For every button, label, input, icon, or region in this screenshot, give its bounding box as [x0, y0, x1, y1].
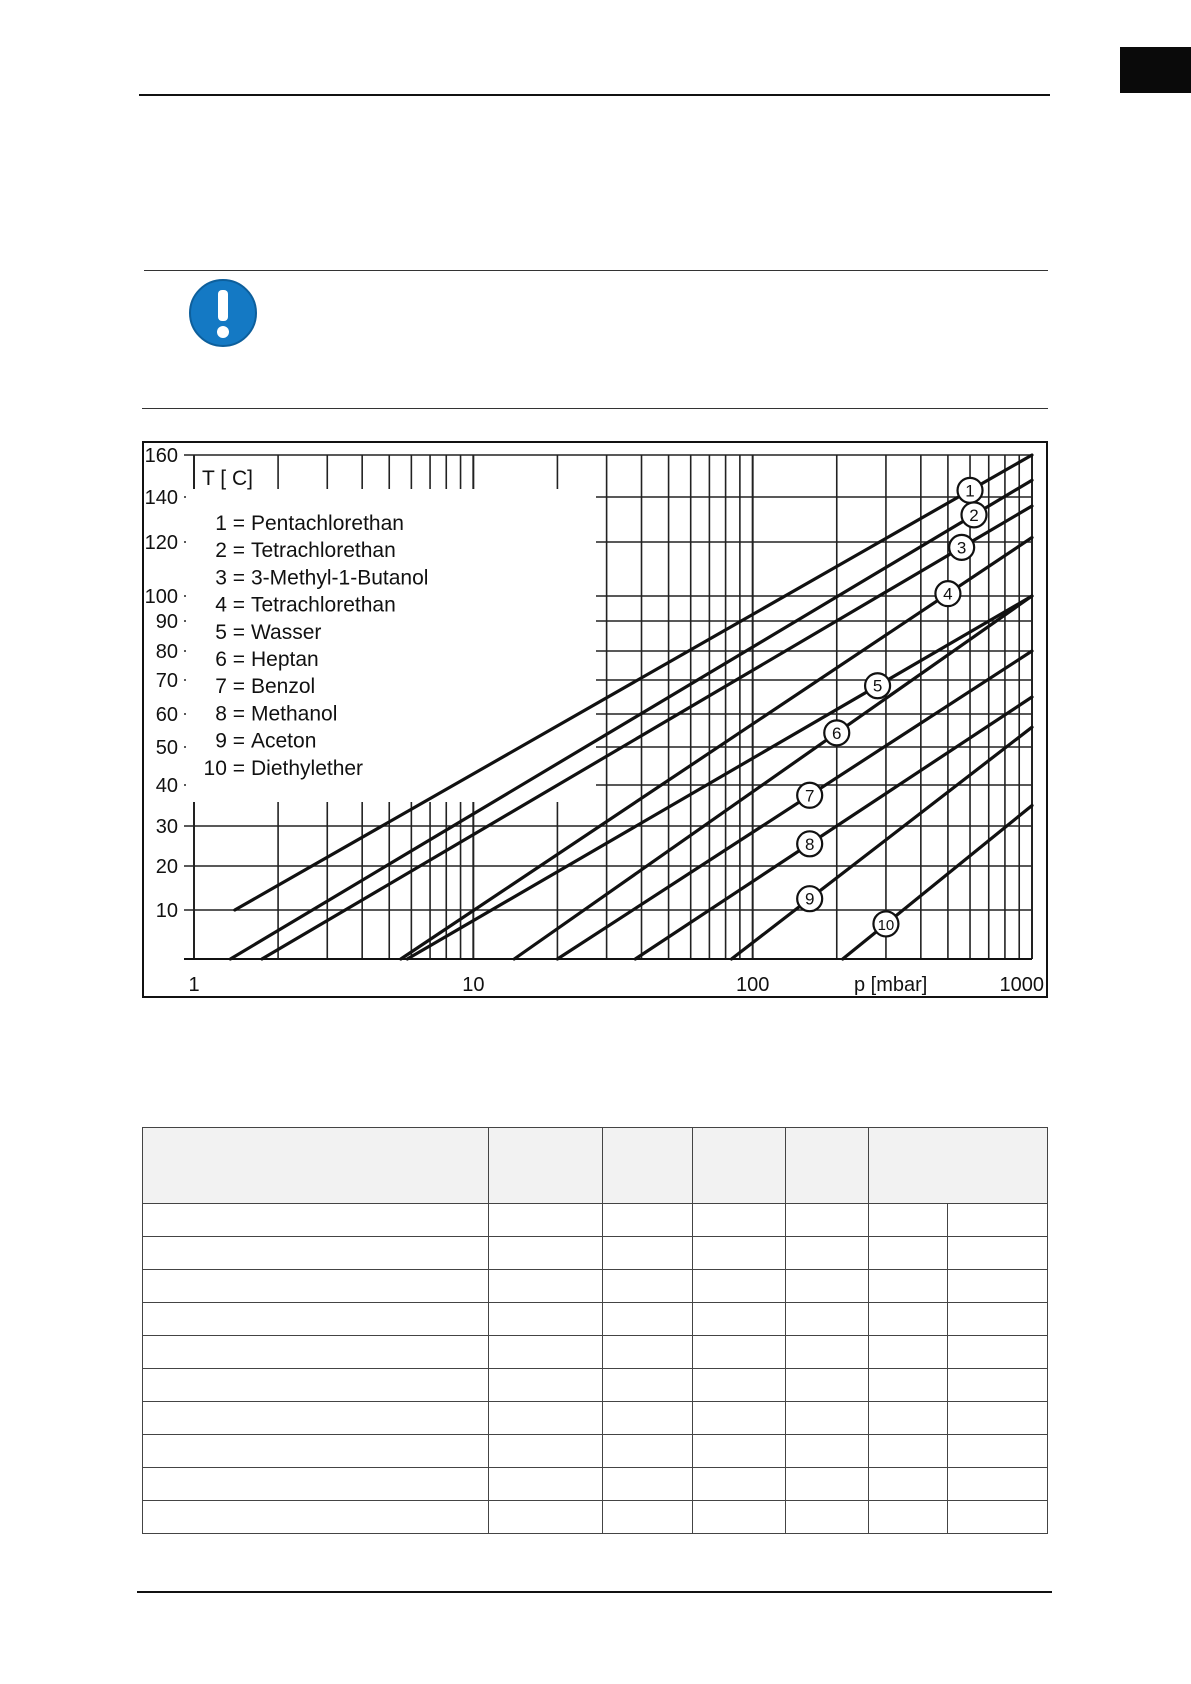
table-row [143, 1270, 1048, 1303]
series-marker-label: 8 [804, 834, 815, 854]
legend-number: 3 = [215, 566, 245, 590]
legend-label: Tetrachlorethan [251, 593, 396, 617]
legend-label: Pentachlorethan [251, 512, 404, 535]
y-tick-label: 20 [155, 856, 178, 878]
series-line [843, 806, 1032, 960]
table-cell [869, 1237, 948, 1270]
data-table [142, 1127, 1048, 1534]
table-cell [693, 1435, 786, 1468]
legend-number: 9 = [215, 729, 245, 753]
table-cell [143, 1237, 489, 1270]
y-tick-label: 120 [144, 532, 178, 554]
legend-label: Heptan [251, 648, 319, 671]
table-cell [143, 1336, 489, 1369]
x-axis-label: p [mbar] [854, 974, 928, 996]
table-cell [786, 1501, 869, 1534]
series-marker-label: 5 [872, 676, 883, 696]
y-tick-label: 80 [155, 641, 178, 663]
table-cell [143, 1402, 489, 1435]
table-header-cell [869, 1128, 1048, 1204]
series-marker-label: 7 [804, 786, 815, 806]
table-cell [869, 1435, 948, 1468]
table-cell [869, 1336, 948, 1369]
table-cell [786, 1270, 869, 1303]
table-cell [143, 1204, 489, 1237]
table-cell [143, 1435, 489, 1468]
series-marker-label: 2 [969, 505, 979, 525]
series-marker-label: 1 [965, 481, 975, 501]
series-marker-label: 3 [956, 538, 967, 558]
legend-label: Benzol [251, 675, 316, 699]
table-cell [693, 1501, 786, 1534]
table-cell [603, 1336, 693, 1369]
table-cell [786, 1435, 869, 1468]
table-cell [693, 1369, 786, 1402]
table-header-cell [489, 1128, 603, 1204]
table-cell [869, 1369, 948, 1402]
series-marker-label: 4 [943, 584, 953, 604]
table-row [143, 1435, 1048, 1468]
y-tick-label: 60 [155, 704, 178, 726]
table-cell [603, 1369, 693, 1402]
table-cell [693, 1468, 786, 1501]
table-cell [948, 1270, 1048, 1303]
table-header-cell [143, 1128, 489, 1204]
table-cell [786, 1369, 869, 1402]
table-cell [693, 1270, 786, 1303]
table-cell [489, 1435, 603, 1468]
table-cell [786, 1204, 869, 1237]
legend-label: 3-Methyl-1-Butanol [251, 566, 429, 590]
table-cell [143, 1468, 489, 1501]
notice-bottom-rule [142, 408, 1048, 409]
table-cell [869, 1270, 948, 1303]
notice-top-rule [144, 270, 1048, 271]
y-tick-label: 50 [155, 737, 178, 759]
table-row [143, 1303, 1048, 1336]
table-cell [489, 1501, 603, 1534]
table-row [143, 1237, 1048, 1270]
y-axis-label: T [ C] [202, 467, 253, 490]
table-row [143, 1468, 1048, 1501]
table-cell [786, 1468, 869, 1501]
table-cell [603, 1435, 693, 1468]
legend-number: 1 = [215, 512, 245, 535]
y-tick-label: 40 [155, 775, 178, 797]
table-row [143, 1336, 1048, 1369]
x-tick-label: 1000 [999, 974, 1044, 996]
header-rule [139, 94, 1050, 96]
table-cell [948, 1303, 1048, 1336]
table-cell [603, 1303, 693, 1336]
legend-background [186, 489, 596, 802]
table-cell [869, 1303, 948, 1336]
table-cell [489, 1204, 603, 1237]
legend-label: Wasser [251, 620, 322, 644]
table-row [143, 1369, 1048, 1402]
table-cell [948, 1468, 1048, 1501]
legend-number: 10 = [203, 756, 245, 780]
table-cell [869, 1402, 948, 1435]
table-cell [693, 1402, 786, 1435]
x-tick-label: 10 [462, 974, 485, 996]
table-cell [489, 1303, 603, 1336]
table-cell [869, 1204, 948, 1237]
tab-marker [1120, 47, 1191, 93]
vapor-pressure-chart [142, 441, 1048, 998]
x-tick-label: 1 [188, 974, 200, 996]
table-cell [693, 1336, 786, 1369]
table-cell [489, 1270, 603, 1303]
table-cell [143, 1303, 489, 1336]
y-tick-label: 160 [144, 445, 178, 467]
table-cell [489, 1402, 603, 1435]
legend-number: 5 = [215, 620, 245, 644]
y-tick-label: 10 [155, 900, 178, 922]
table-cell [869, 1501, 948, 1534]
table-cell [948, 1204, 1048, 1237]
table-cell [948, 1237, 1048, 1270]
y-tick-label: 70 [155, 670, 178, 692]
table-cell [603, 1237, 693, 1270]
table-cell [143, 1270, 489, 1303]
table-cell [948, 1501, 1048, 1534]
exclamation-icon [188, 278, 258, 348]
table-cell [603, 1501, 693, 1534]
series-marker-label: 6 [832, 723, 842, 743]
legend-number: 4 = [215, 593, 245, 617]
legend-number: 2 = [215, 539, 245, 563]
table-header-cell [786, 1128, 869, 1204]
legend-label: Aceton [251, 729, 317, 753]
y-tick-label: 90 [155, 611, 178, 633]
y-tick-label: 30 [155, 816, 178, 838]
legend-number: 8 = [215, 702, 245, 726]
table-cell [948, 1336, 1048, 1369]
table-cell [786, 1336, 869, 1369]
legend-label: Diethylether [251, 756, 364, 780]
table-row [143, 1204, 1048, 1237]
legend-number: 7 = [215, 675, 245, 699]
table-cell [489, 1468, 603, 1501]
series-marker-label: 10 [877, 916, 895, 934]
table-cell [489, 1336, 603, 1369]
table-cell [948, 1435, 1048, 1468]
footer-rule [137, 1591, 1052, 1593]
table-header-cell [603, 1128, 693, 1204]
table-row [143, 1501, 1048, 1534]
y-tick-label: 140 [144, 487, 178, 509]
table-cell [489, 1237, 603, 1270]
table-cell [948, 1369, 1048, 1402]
table-cell [489, 1369, 603, 1402]
table-cell [786, 1303, 869, 1336]
table-cell [603, 1468, 693, 1501]
table-cell [603, 1204, 693, 1237]
table-header-row [143, 1128, 1048, 1204]
table-cell [786, 1402, 869, 1435]
table-cell [786, 1237, 869, 1270]
legend-label: Methanol [251, 702, 338, 726]
table-header-cell [693, 1128, 786, 1204]
table-cell [603, 1270, 693, 1303]
series-marker-label: 9 [804, 889, 815, 909]
legend-number: 6 = [215, 648, 245, 671]
table-cell [693, 1303, 786, 1336]
table-cell [869, 1468, 948, 1501]
y-tick-label: 100 [144, 586, 178, 608]
table-body [143, 1204, 1048, 1534]
table-cell [143, 1369, 489, 1402]
table-cell [143, 1501, 489, 1534]
x-tick-label: 100 [735, 974, 770, 996]
table-cell [603, 1402, 693, 1435]
table-cell [693, 1237, 786, 1270]
legend-label: Tetrachlorethan [251, 539, 396, 563]
table-row [143, 1402, 1048, 1435]
table-cell [948, 1402, 1048, 1435]
table-cell [693, 1204, 786, 1237]
